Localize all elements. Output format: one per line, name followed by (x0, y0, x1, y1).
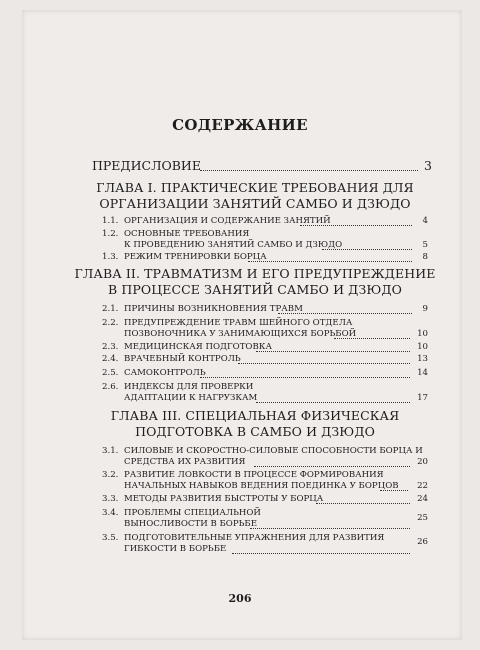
leader-dots (200, 377, 410, 378)
toc-page: 25 (417, 513, 428, 523)
toc-entry-3-4: 3.4. ПРОБЛЕМЫ СПЕЦИАЛЬНОЙ (102, 508, 261, 518)
chapter-2-title (70, 266, 440, 298)
toc-page: 8 (422, 252, 428, 262)
toc-entry-2-4: 2.4. ВРАЧЕБНЫЙ КОНТРОЛЬ (102, 354, 241, 364)
toc-page: 26 (417, 537, 428, 547)
leader-dots (278, 313, 412, 314)
leader-dots (300, 225, 412, 226)
chapter-3-title-line1: ГЛАВА III. СПЕЦИАЛЬНАЯ ФИЗИЧЕСКАЯ (110, 408, 400, 423)
toc-page: 4 (422, 216, 428, 226)
toc-page: 5 (422, 240, 428, 250)
page-number: 206 (228, 592, 252, 605)
toc-entry-3-1-line2: СРЕДСТВА ИХ РАЗВИТИЯ (124, 457, 246, 467)
leader-dots (254, 466, 410, 467)
leader-dots (334, 338, 410, 339)
toc-entry-2-2: 2.2. ПРЕДУПРЕЖДЕНИЕ ТРАВМ ШЕЙНОГО ОТДЕЛА (102, 318, 353, 328)
toc-entry-1-3: 1.3. РЕЖИМ ТРЕНИРОВКИ БОРЦА (102, 252, 267, 262)
chapter-2-title-line1: ГЛАВА II. ТРАВМАТИЗМ И ЕГО ПРЕДУПРЕЖДЕНИЕ (74, 266, 436, 281)
toc-page: 13 (417, 354, 428, 364)
toc-entry-3-1: 3.1. СИЛОВЫЕ И СКОРОСТНО-СИЛОВЫЕ СПОСОБНОСТИ БОРЦА И (102, 446, 423, 456)
leader-dots (232, 553, 410, 554)
page-title: СОДЕРЖАНИЕ (172, 116, 308, 134)
chapter-2-title-line2: В ПРОЦЕССЕ ЗАНЯТИЙ САМБО И ДЗЮДО (108, 282, 402, 297)
toc-entry-3-2-line2: НАЧАЛЬНЫХ НАВЫКОВ ВЕДЕНИЯ ПОЕДИНКА У БОРЦОВ (124, 481, 399, 491)
toc-entry-3-5: 3.5. ПОДГОТОВИТЕЛЬНЫЕ УПРАЖНЕНИЯ ДЛЯ РАЗВИТИЯ (102, 533, 385, 543)
toc-page: 17 (417, 393, 428, 403)
chapter-3-title (70, 408, 440, 440)
toc-page: 14 (417, 368, 428, 378)
leader-dots (256, 402, 410, 403)
toc-page: 24 (417, 494, 428, 504)
preface-page: 3 (424, 158, 432, 173)
leader-dots (250, 528, 410, 529)
toc-entry-2-2-line2: ПОЗВОНОЧНИКА У ЗАНИМАЮЩИХСЯ БОРЬБОЙ (124, 329, 357, 339)
toc-entry-1-1: 1.1. ОРГАНИЗАЦИЯ И СОДЕРЖАНИЕ ЗАНЯТИЙ (102, 216, 331, 226)
toc-page: 10 (417, 329, 428, 339)
toc-entry-3-5-line2: ГИБКОСТИ В БОРЬБЕ (124, 544, 227, 554)
leader-dots (316, 503, 410, 504)
toc-entry-2-6-line2: АДАПТАЦИИ К НАГРУЗКАМ (124, 393, 258, 403)
chapter-1-title-line1: ГЛАВА I. ПРАКТИЧЕСКИЕ ТРЕБОВАНИЯ ДЛЯ (96, 180, 414, 195)
toc-page: 22 (417, 481, 428, 491)
leader-dots (380, 490, 408, 491)
toc-entry-3-4-line2: ВЫНОСЛИВОСТИ В БОРЬБЕ (124, 519, 258, 529)
toc-entry-2-3: 2.3. МЕДИЦИНСКАЯ ПОДГОТОВКА (102, 342, 272, 352)
toc-entry-2-5: 2.5. САМОКОНТРОЛЬ (102, 368, 206, 378)
toc-entry-1-2-line2: К ПРОВЕДЕНИЮ ЗАНЯТИЙ САМБО И ДЗЮДО (124, 240, 343, 250)
leader-dots (322, 249, 412, 250)
toc-entry-2-6: 2.6. ИНДЕКСЫ ДЛЯ ПРОВЕРКИ (102, 382, 254, 392)
toc-page: 9 (422, 304, 428, 314)
toc-page: 20 (417, 457, 428, 467)
chapter-3-title-line2: ПОДГОТОВКА В САМБО И ДЗЮДО (135, 424, 375, 439)
toc-entry-1-2: 1.2. ОСНОВНЫЕ ТРЕБОВАНИЯ (102, 229, 250, 239)
toc-page: 10 (417, 342, 428, 352)
preface-leader-dots (200, 170, 418, 171)
chapter-1-title (70, 180, 440, 212)
toc-entry-3-3: 3.3. МЕТОДЫ РАЗВИТИЯ БЫСТРОТЫ У БОРЦА (102, 494, 324, 504)
toc-entry-2-1: 2.1. ПРИЧИНЫ ВОЗНИКНОВЕНИЯ ТРАВМ (102, 304, 303, 314)
leader-dots (248, 261, 412, 262)
toc-entry-3-2: 3.2. РАЗВИТИЕ ЛОВКОСТИ В ПРОЦЕССЕ ФОРМИРОВАНИЯ (102, 470, 384, 480)
chapter-1-title-line2: ОРГАНИЗАЦИИ ЗАНЯТИЙ САМБО И ДЗЮДО (99, 196, 411, 211)
leader-dots (256, 351, 410, 352)
preface-label: ПРЕДИСЛОВИЕ (92, 158, 201, 173)
leader-dots (238, 363, 410, 364)
